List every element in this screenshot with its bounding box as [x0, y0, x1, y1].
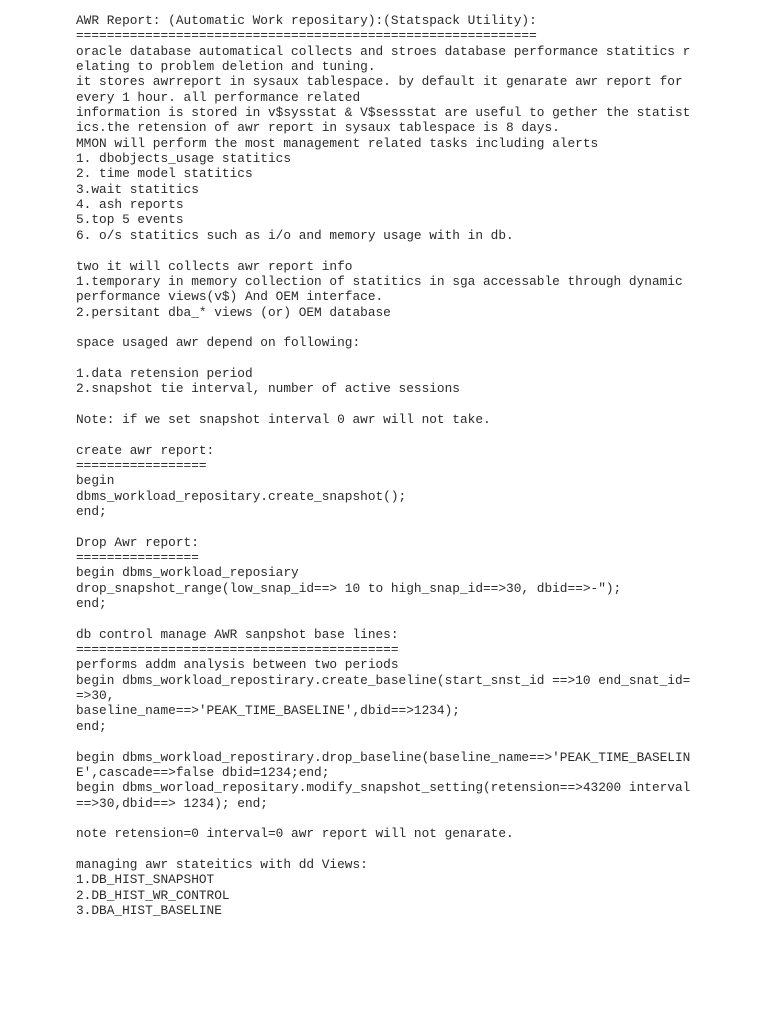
text-line: end;: [76, 504, 107, 519]
text-line: elating to problem deletion and tuning.: [76, 59, 376, 75]
text-line: [76, 842, 696, 857]
text-line: 1. dbobjects_usage statitics: [76, 151, 292, 167]
text-line: ================: [76, 550, 199, 566]
text-line: dbms_workload_repositary.create_snapshot();: [76, 488, 407, 504]
text-line: create awr report:: [76, 442, 215, 458]
text-line: every 1 hour. all performance related: [76, 89, 361, 105]
text-line: =================: [76, 457, 207, 473]
text-line: =>30,: [76, 688, 115, 704]
text-line: managing awr stateitics with dd Views:: [76, 856, 368, 872]
text-line: information is stored in v$sysstat & V$sessstat are useful to gether the statist: [76, 105, 691, 121]
text-line: db control manage AWR sanpshot base lines:: [76, 626, 399, 642]
text-line: note retension=0 interval=0 awr report will not genarate.: [76, 826, 514, 842]
text-line: baseline_name==>'PEAK_TIME_BASELINE',dbid==>1234);: [76, 703, 460, 719]
text-line: 3.DBA_HIST_BASELINE: [76, 902, 222, 918]
text-line: [76, 351, 696, 366]
text-line: 6. o/s statitics such as i/o and memory usage with in db.: [76, 227, 514, 243]
text-line: 2.snapshot tie interval, number of active sessions: [76, 381, 460, 397]
text-line: 1.DB_HIST_SNAPSHOT: [76, 872, 215, 888]
text-line: 5.top 5 events: [76, 212, 184, 228]
text-line: ============================================================: [76, 28, 537, 44]
text-line: Drop Awr report:: [76, 534, 199, 550]
text-line: oracle database automatical collects and stroes database performance statitics r: [76, 43, 691, 59]
text-line: 1.temporary in memory collection of statitics in sga accessable through dynamic: [76, 273, 683, 289]
text-line: two it will collects awr report info: [76, 258, 353, 274]
text-line: 4. ash reports: [76, 197, 184, 213]
text-line: 3.wait statitics: [76, 181, 199, 197]
text-line: end;: [76, 596, 107, 612]
text-line: Note: if we set snapshot interval 0 awr will not take.: [76, 411, 491, 427]
text-line: end;: [76, 718, 107, 734]
text-line: [76, 243, 696, 258]
text-line: ==========================================: [76, 642, 399, 658]
text-line: [76, 427, 696, 442]
document-body: [76, 13, 696, 918]
text-line: [76, 811, 696, 826]
text-line: performance views(v$) And OEM interface.: [76, 289, 384, 305]
text-line: drop_snapshot_range(low_snap_id==> 10 to high_snap_id==>30, dbid==>-");: [76, 580, 622, 596]
text-line: [76, 320, 696, 335]
text-line: ==>30,dbid==> 1234); end;: [76, 795, 268, 811]
text-line: performs addm analysis between two periods: [76, 657, 399, 673]
text-line: E',cascade==>false dbid=1234;end;: [76, 764, 330, 780]
text-line: 2. time model statitics: [76, 166, 253, 182]
text-line: begin dbms_workload_repostirary.create_baseline(start_snst_id ==>10 end_snat_id=: [76, 672, 691, 688]
text-line: 2.persitant dba_* views (or) OEM database: [76, 304, 391, 320]
text-line: [76, 397, 696, 412]
text-line: begin dbms_workload_reposiary: [76, 565, 299, 581]
text-line: begin dbms_workload_repostirary.drop_baseline(baseline_name==>'PEAK_TIME_BASELIN: [76, 749, 691, 765]
text-line: space usaged awr depend on following:: [76, 335, 361, 351]
text-line: [76, 611, 696, 626]
text-line: begin dbms_worload_repositary.modify_snapshot_setting(retension==>43200 interval: [76, 780, 691, 796]
text-line: MMON will perform the most management related tasks including alerts: [76, 135, 599, 151]
text-line: 2.DB_HIST_WR_CONTROL: [76, 887, 230, 903]
text-line: it stores awrreport in sysaux tablespace. by default it genarate awr report for: [76, 74, 683, 90]
text-line: [76, 734, 696, 749]
text-line: AWR Report: (Automatic Work repositary):(Statspack Utility):: [76, 13, 537, 28]
text-line: begin: [76, 473, 115, 489]
text-line: ics.the retension of awr report in sysaux tablespace is 8 days.: [76, 120, 560, 136]
text-line: [76, 519, 696, 534]
text-line: 1.data retension period: [76, 365, 253, 381]
